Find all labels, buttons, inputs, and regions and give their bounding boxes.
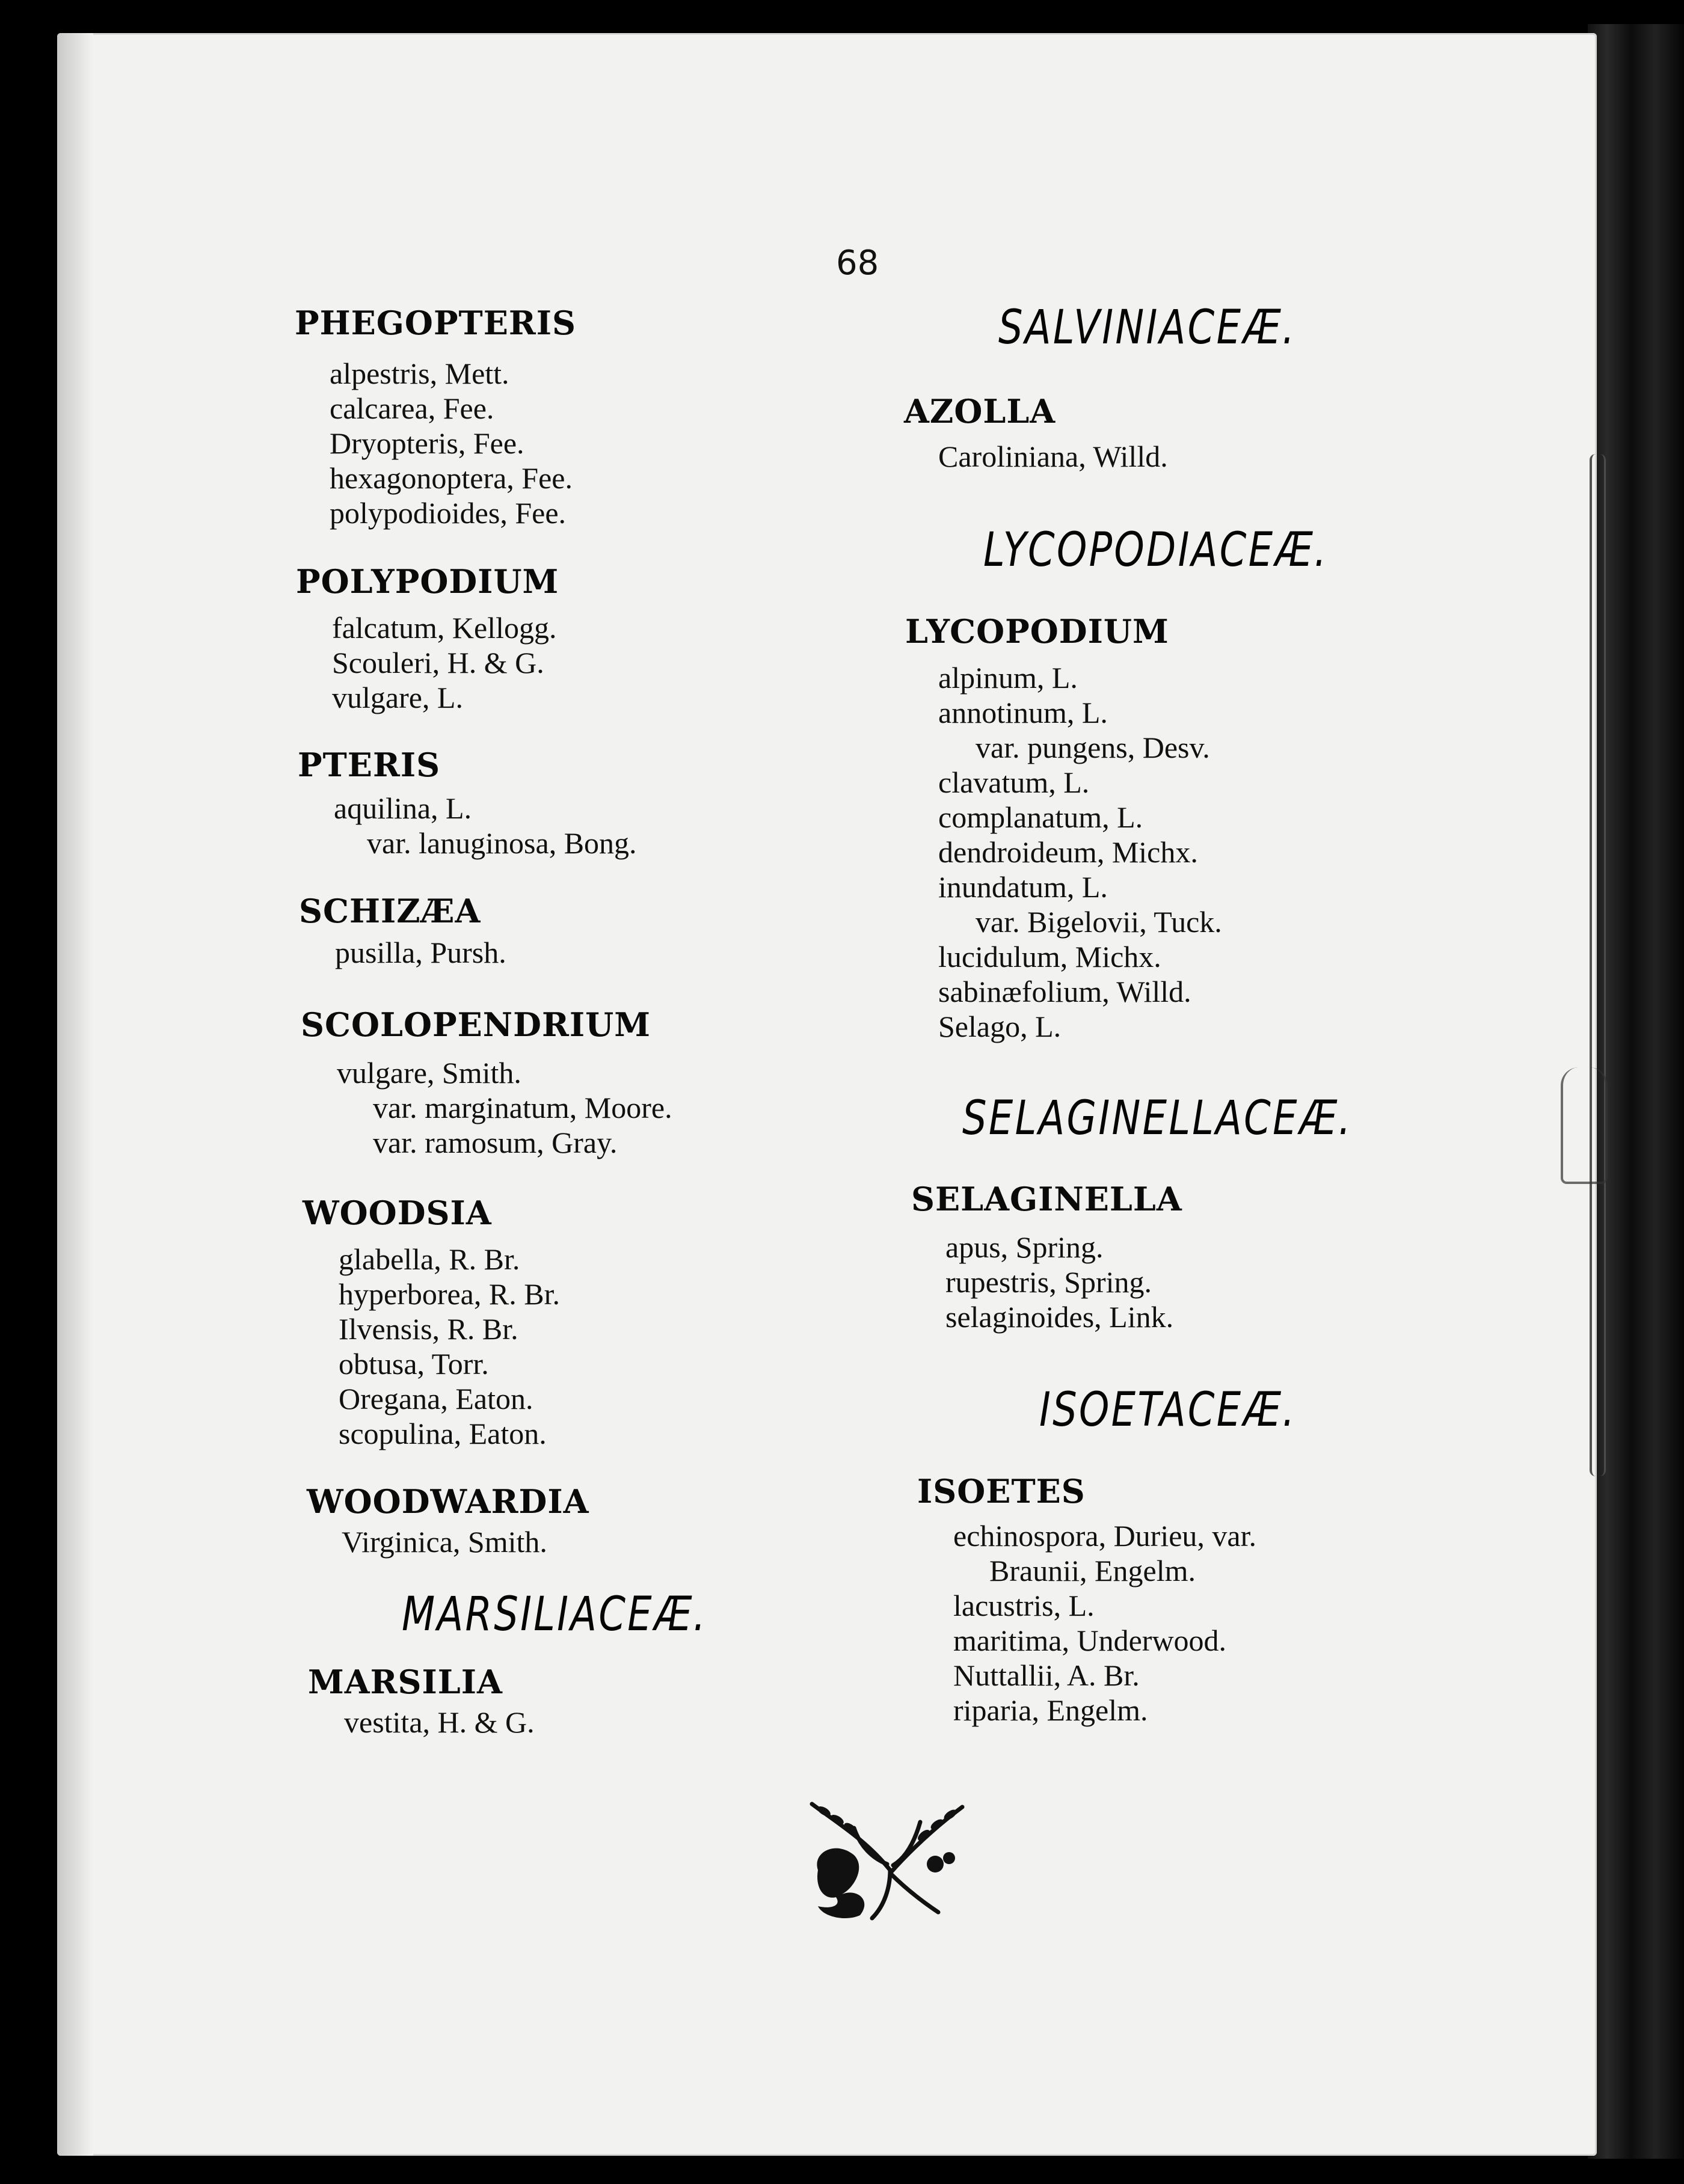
species-entry: selaginoides, Link. bbox=[945, 1300, 1174, 1334]
species-entry: Selago, L. bbox=[938, 1010, 1062, 1043]
genus-heading: AZOLLA bbox=[904, 392, 1056, 431]
species-entry: annotinum, L. bbox=[938, 696, 1108, 729]
species-entry: lacustris, L. bbox=[953, 1589, 1095, 1622]
genus-heading: WOODWARDIA bbox=[307, 1482, 589, 1521]
genus-heading: PTERIS bbox=[298, 746, 441, 784]
species-entry: Caroliniana, Willd. bbox=[938, 440, 1168, 473]
species-entry: Oregana, Eaton. bbox=[339, 1382, 533, 1416]
species-entry: sabinæfolium, Willd. bbox=[938, 975, 1191, 1008]
genus-heading: SELAGINELLA bbox=[911, 1180, 1182, 1218]
page-shadow bbox=[57, 33, 93, 2156]
family-heading: SELAGINELLACEÆ. bbox=[962, 1091, 1353, 1146]
species-entry: vestita, H. & G. bbox=[344, 1705, 535, 1739]
species-entry: hyperborea, R. Br. bbox=[339, 1277, 560, 1311]
genus-heading: SCOLOPENDRIUM bbox=[301, 1005, 651, 1044]
family-heading: LYCOPODIACEÆ. bbox=[983, 523, 1329, 577]
species-entry: echinospora, Durieu, var. bbox=[953, 1519, 1257, 1553]
species-entry: dendroideum, Michx. bbox=[938, 835, 1198, 869]
species-entry: calcarea, Fee. bbox=[330, 391, 494, 425]
species-entry: lucidulum, Michx. bbox=[938, 940, 1161, 974]
genus-heading: MARSILIA bbox=[308, 1663, 503, 1701]
species-entry: alpestris, Mett. bbox=[330, 357, 509, 390]
species-entry: Scouleri, H. & G. bbox=[332, 646, 544, 679]
genus-heading: POLYPODIUM bbox=[296, 562, 559, 601]
genus-heading: LYCOPODIUM bbox=[905, 612, 1169, 651]
species-entry: scopulina, Eaton. bbox=[339, 1417, 547, 1450]
family-heading: SALVINIACEÆ. bbox=[998, 301, 1297, 355]
species-entry: glabella, R. Br. bbox=[339, 1242, 520, 1276]
family-heading: ISOETACEÆ. bbox=[1039, 1383, 1297, 1437]
binding-thread bbox=[1590, 454, 1606, 1476]
species-variety-entry: var. marginatum, Moore. bbox=[373, 1091, 672, 1124]
species-entry: pusilla, Pursh. bbox=[335, 936, 506, 969]
species-entry: obtusa, Torr. bbox=[339, 1347, 489, 1381]
species-variety-entry: var. ramosum, Gray. bbox=[373, 1126, 618, 1159]
wheat-sheaf-ornament-icon bbox=[800, 1798, 974, 1924]
species-variety-entry: var. pungens, Desv. bbox=[976, 731, 1210, 764]
genus-heading: SCHIZÆA bbox=[299, 892, 481, 930]
species-variety-entry: var. Bigelovii, Tuck. bbox=[976, 905, 1222, 939]
species-entry: Ilvensis, R. Br. bbox=[339, 1312, 518, 1346]
genus-heading: ISOETES bbox=[917, 1472, 1086, 1511]
species-entry: vulgare, Smith. bbox=[337, 1056, 521, 1090]
species-entry: Virginica, Smith. bbox=[342, 1525, 547, 1559]
species-entry: rupestris, Spring. bbox=[945, 1265, 1152, 1299]
genus-heading: WOODSIA bbox=[303, 1194, 492, 1232]
species-entry: Dryopteris, Fee. bbox=[330, 426, 524, 460]
species-entry: complanatum, L. bbox=[938, 800, 1143, 834]
species-entry: inundatum, L. bbox=[938, 870, 1108, 904]
species-entry: clavatum, L. bbox=[938, 765, 1090, 799]
binding-knot bbox=[1561, 1067, 1608, 1184]
genus-heading: PHEGOPTERIS bbox=[295, 304, 577, 342]
species-entry: hexagonoptera, Fee. bbox=[330, 461, 573, 495]
page-number: 68 bbox=[836, 244, 879, 283]
species-entry: aquilina, L. bbox=[334, 791, 472, 825]
species-entry: apus, Spring. bbox=[945, 1230, 1104, 1264]
species-entry: vulgare, L. bbox=[332, 681, 463, 714]
species-variety-entry: Braunii, Engelm. bbox=[989, 1554, 1196, 1587]
species-variety-entry: var. lanuginosa, Bong. bbox=[367, 826, 637, 860]
species-entry: alpinum, L. bbox=[938, 661, 1078, 695]
species-entry: polypodioides, Fee. bbox=[330, 496, 567, 530]
species-entry: riparia, Engelm. bbox=[953, 1693, 1148, 1727]
species-entry: falcatum, Kellogg. bbox=[332, 611, 557, 645]
species-entry: maritima, Underwood. bbox=[953, 1624, 1227, 1657]
species-entry: Nuttallii, A. Br. bbox=[953, 1658, 1140, 1692]
family-heading: MARSILIACEÆ. bbox=[402, 1587, 708, 1642]
